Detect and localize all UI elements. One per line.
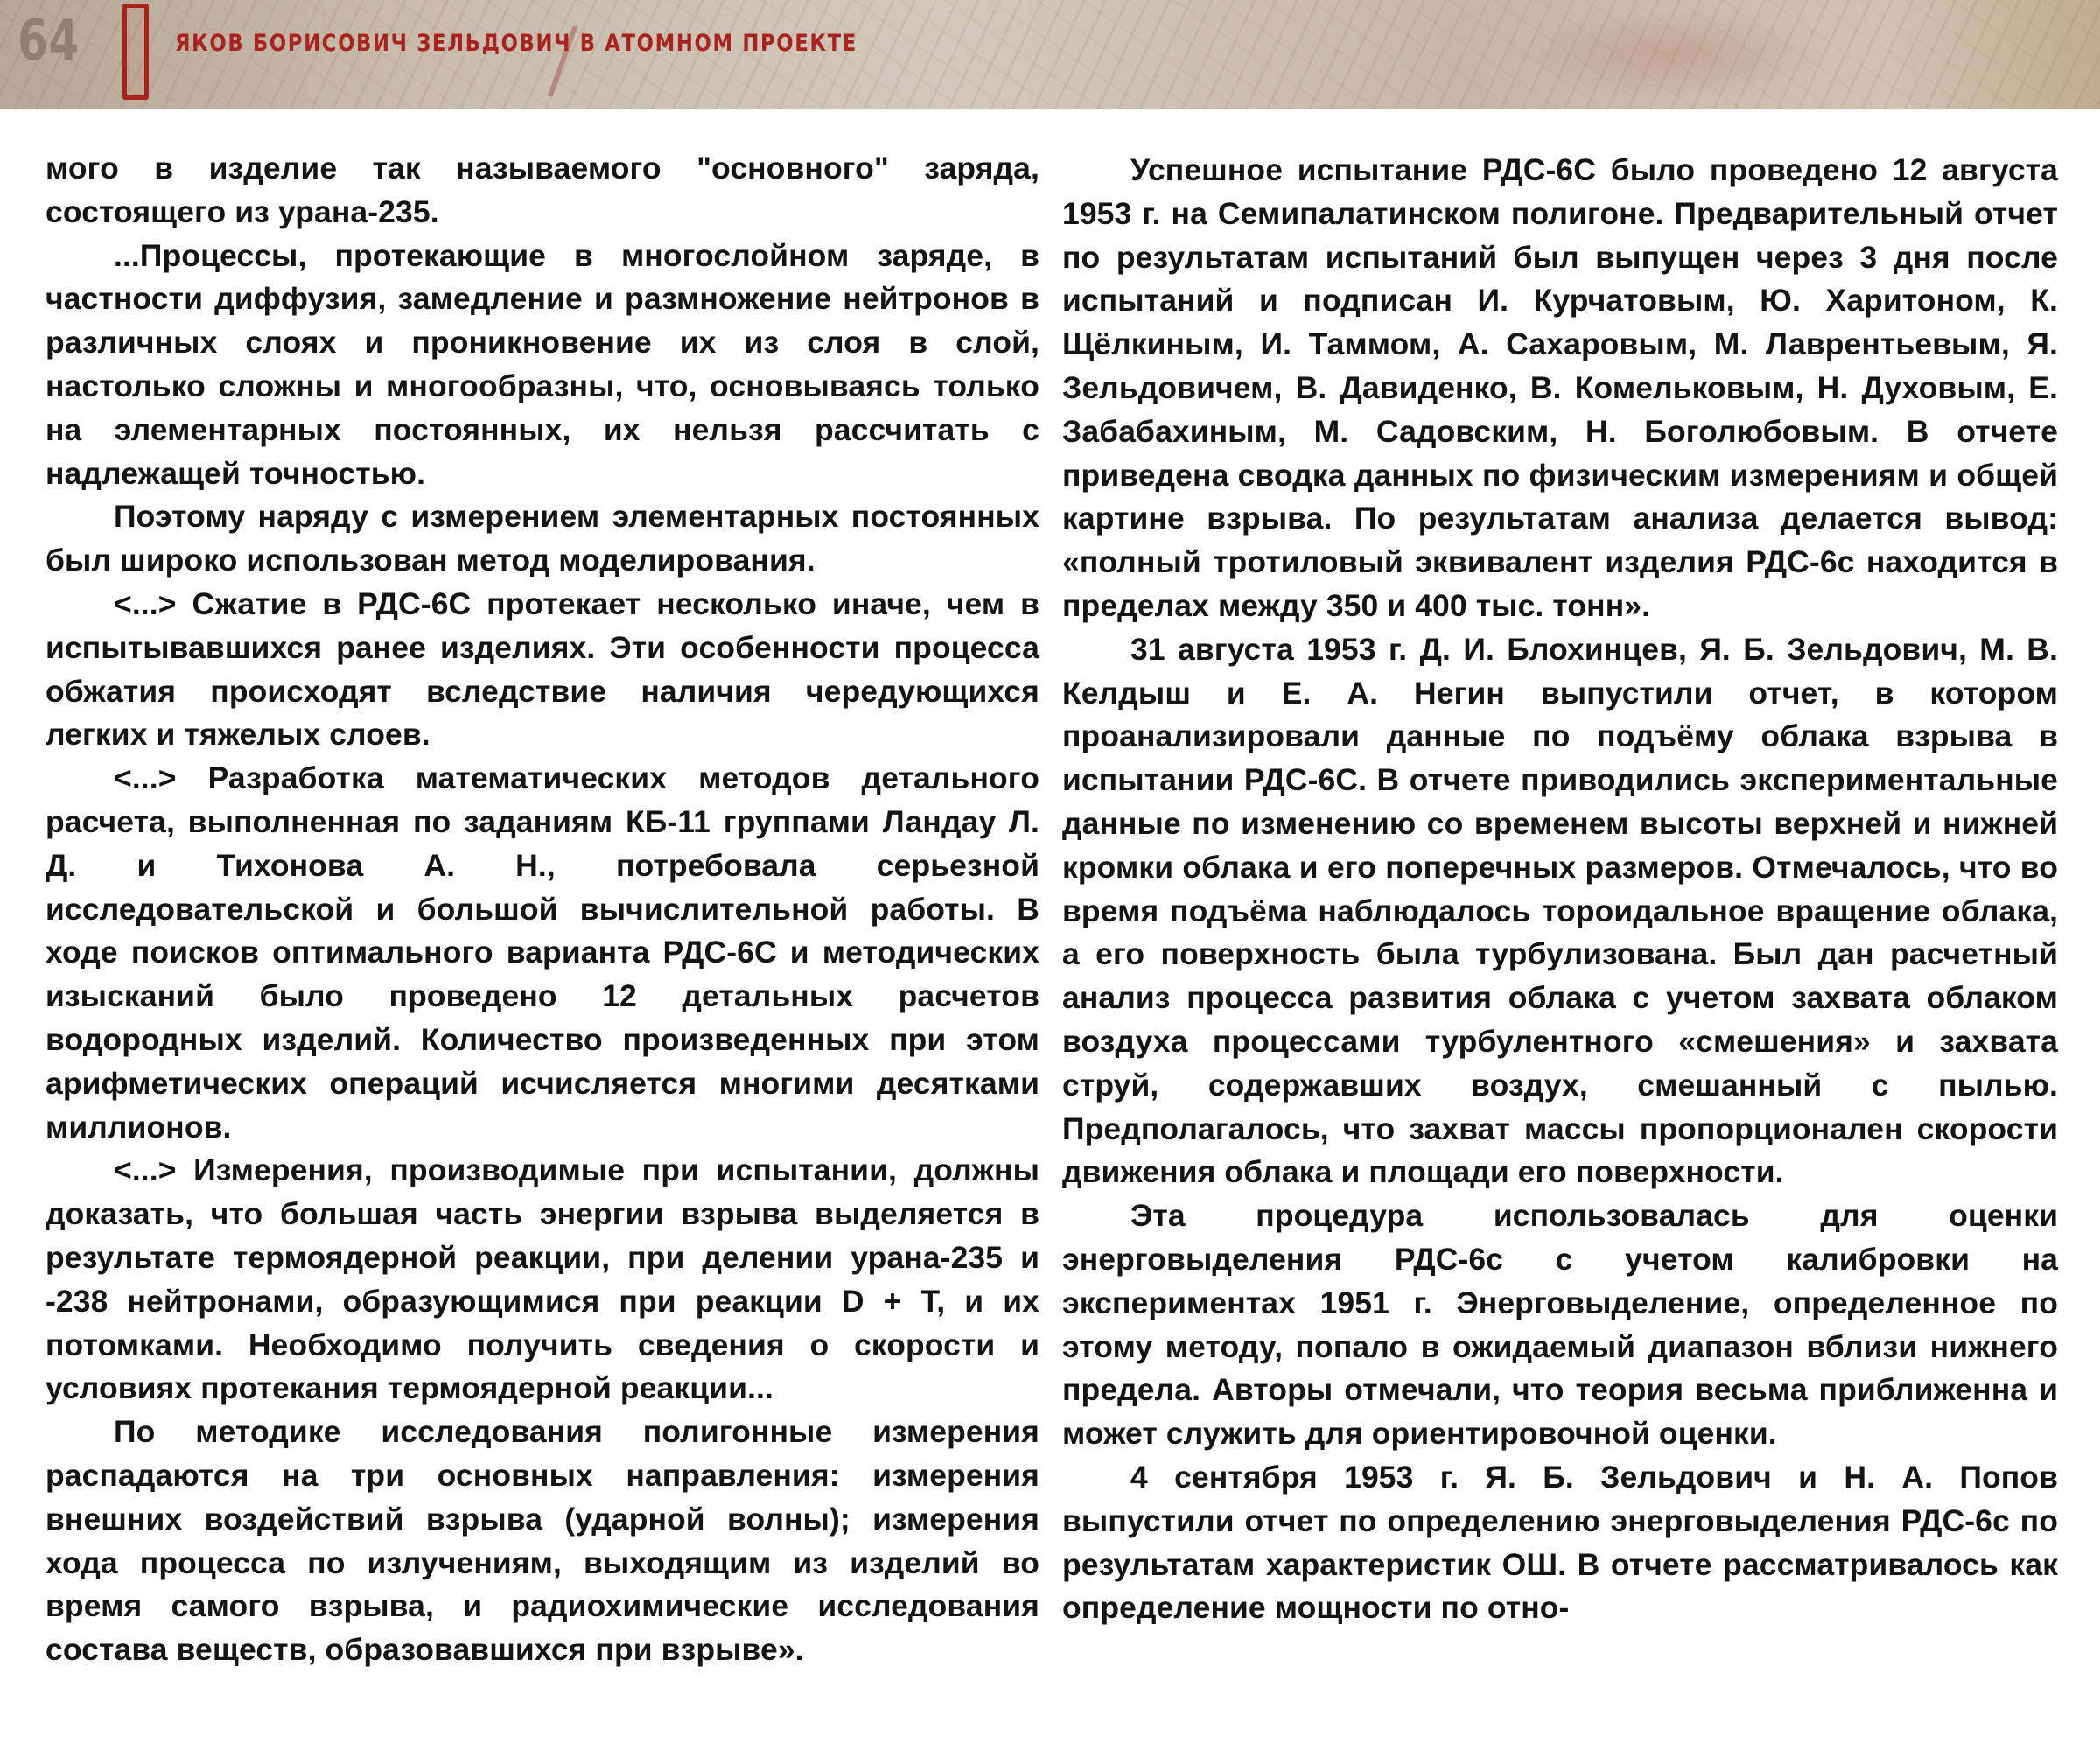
page-number: 64 bbox=[18, 9, 80, 74]
left-column bbox=[46, 147, 1040, 1672]
paragraph: <...> Сжатие в РДС-6С протекает несколько иначе, чем в испытывавшихся ранее изделиях. Эти особенности процесса обжатия происходят вследствие наличия чередующихся легких и тяжелых слоев. bbox=[46, 585, 1040, 753]
running-title: ЯКОВ БОРИСОВИЧ ЗЕЛЬДОВИЧ В АТОМНОМ ПРОЕКТЕ bbox=[175, 30, 858, 57]
paragraph: 4 сентября 1953 г. Я. Б. Зельдович и Н. А. Попов выпустили отчет по определению энерговыделения РДС-6с по результатам характеристик ОШ. В отчете рассматривалось как определение мощности по отно- bbox=[1062, 1459, 2058, 1626]
paragraph: мого в изделие так называемого "основного" заряда, состоящего из урана-235. bbox=[46, 151, 1040, 229]
page-header bbox=[0, 0, 2100, 109]
header-divider-icon bbox=[122, 4, 149, 100]
paragraph: Эта процедура использовалась для оценки энерговыделения РДС-6с с учетом калибровки на экспериментах 1951 г. Энерговыделение, определенное по этому методу, попало в ожидаемый диапазон вблизи нижнего предела. Авторы отмечали, что теория весьма приближенна и может служить для ориентировочной оценки. bbox=[1062, 1198, 2058, 1452]
paragraph: <...> Измерения, производимые при испытании, должны доказать, что большая часть энергии взрыва выделяется в результате термоядерной реакции, при делении урана-235 и -238 нейтронами, образующимися при реакции D + T, и их потомками. Необходимо получить сведения о скорости и условиях протекания термоядерной реакции... bbox=[46, 1152, 1040, 1406]
paragraph: Поэтому наряду с измерением элементарных постоянных был широко использован метод моделирования. bbox=[46, 499, 1040, 578]
paragraph: По методике исследования полигонные измерения распадаются на три основных направления: измерения внешних воздействий взрыва (ударной волны); измерения хода процесса по излучениям, выходящим из изделий во время самого взрыва, и радиохимические исследования состава веществ, образовавшихся при взрыве». bbox=[46, 1414, 1040, 1668]
paragraph: 31 августа 1953 г. Д. И. Блохинцев, Я. Б. Зельдович, М. В. Келдыш и Е. А. Негин выпустили отчет, в котором проанализировали данные по подъёму облака взрыва в испытании РДС-6С. В отчете приводились экспериментальные данные по изменению со временем высоты верхней и нижней кромки облака и его поперечных размеров. Отмечалось, что во время подъёма наблюдалось тороидальное вращение облака, а его поверхность была турбулизована. Был дан расчетный анализ процесса развития облака с учетом захвата облаком воздуха процессами турбулентного «смешения» и захвата струй, содержавших воздух, смешанный с пылью. Предполагалось, что захват массы пропорционален скорости движения облака и площади его поверхности. bbox=[1062, 631, 2058, 1190]
paragraph: ...Процессы, протекающие в многослойном заряде, в частности диффузия, замедление и размножение нейтронов в различных слоях и проникновение их из слоя в слой, настолько сложны и многообразны, что, основываясь только на элементарных постоянных, их нельзя рассчитать с надлежащей точностью. bbox=[46, 237, 1040, 491]
header-texture bbox=[1488, 0, 1855, 109]
paragraph: <...> Разработка математических методов детального расчета, выполненная по заданиям КБ-11 группами Ландау Л. Д. и Тихонова А. Н., потребовала серьезной исследовательской и большой вычислительной работы. В ходе поисков оптимального варианта РДС-6С и методических изысканий было проведено 12 детальных расчетов водородных изделий. Количество произведенных при этом арифметических операций исчисляется многими десятками миллионов. bbox=[46, 760, 1040, 1145]
right-column bbox=[1062, 149, 2058, 1630]
paragraph: Успешное испытание РДС-6С было проведено 12 августа 1953 г. на Семипалатинском полигоне. Предварительный отчет по результатам испытаний был выпущен через 3 дня после испытаний и подписан И. Курчатовым, Ю. Харитоном, К. Щёлкиным, И. Таммом, А. Сахаровым, М. Лаврентьевым, Я. Зельдовичем, В. Давиденко, В. Комельковым, Н. Духовым, Е. Забабахиным, М. Садовским, Н. Боголюбовым. В отчете приведена сводка данных по физическим измерениям и общей картине взрыва. По результатам анализа делается вывод: «полный тротиловый эквивалент изделия РДС-6с находится в пределах между 350 и 400 тыс. тонн». bbox=[1062, 152, 2058, 623]
